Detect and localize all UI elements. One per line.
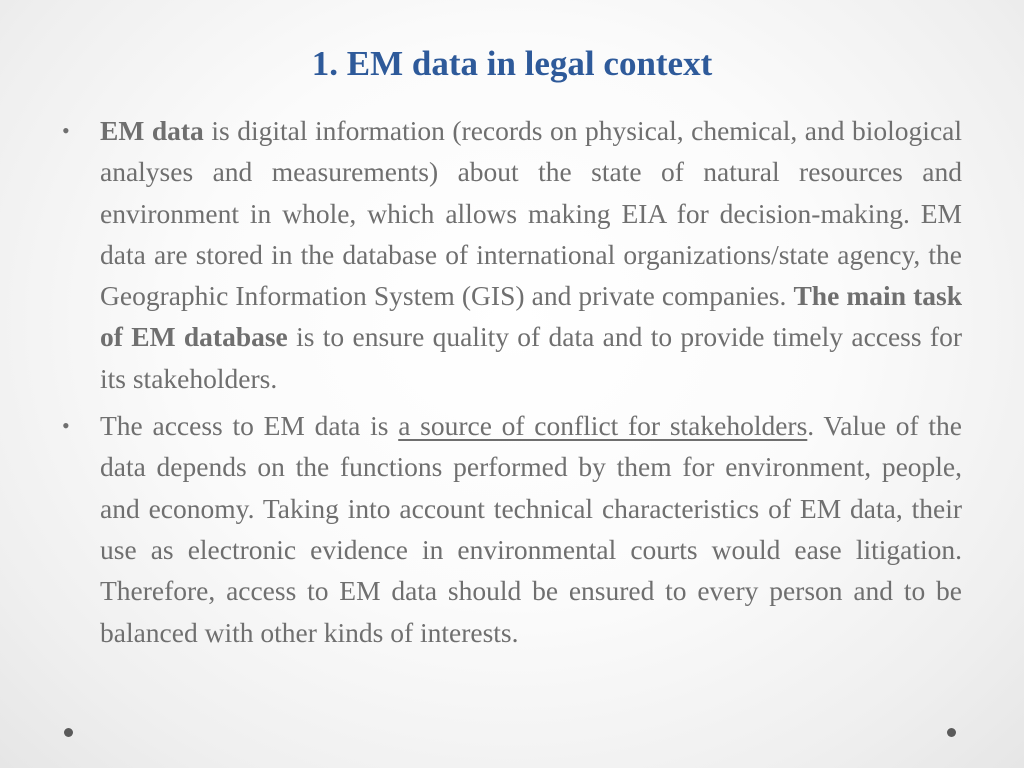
bullet-text: The access to EM data is (100, 410, 399, 442)
bullet-marker: • (62, 413, 70, 439)
bullet-text: is digital information (records on physical, chemical, and biological analyses and measurements) about the state of natural resources and environment in whole, which allows making EIA for decision-making. EM data are stored in the database of international organizations/state agency, the Geographic Information System (GIS) and private companies. (100, 115, 962, 312)
underlined-phrase-conflict: a source of conflict for stakeholders (398, 410, 808, 442)
decorative-dot-right (947, 728, 956, 737)
bullet-item-access-conflict (62, 405, 962, 653)
slide-title: 1. EM data in legal context (311, 44, 713, 83)
bullet-item-em-data-definition (62, 110, 962, 399)
bullet-marker: • (62, 118, 70, 143)
bold-term-em-data: EM data (100, 115, 204, 146)
decorative-dot-left (64, 728, 73, 737)
bullet-list (62, 110, 962, 659)
bold-term-main-task: The main task of EM database (100, 280, 962, 353)
bullet-text: . Value of the data depends on the functions performed by them for environment, people, and economy. Taking into account technical characteristics of EM data, their use as electronic evidence in environmental courts would ease litigation. Therefore, access to EM data should be ensured to every person and to be balanced with other kinds of interests. (100, 410, 963, 648)
bullet-text: is to ensure quality of data and to provide timely access for its stakeholders. (100, 321, 962, 394)
